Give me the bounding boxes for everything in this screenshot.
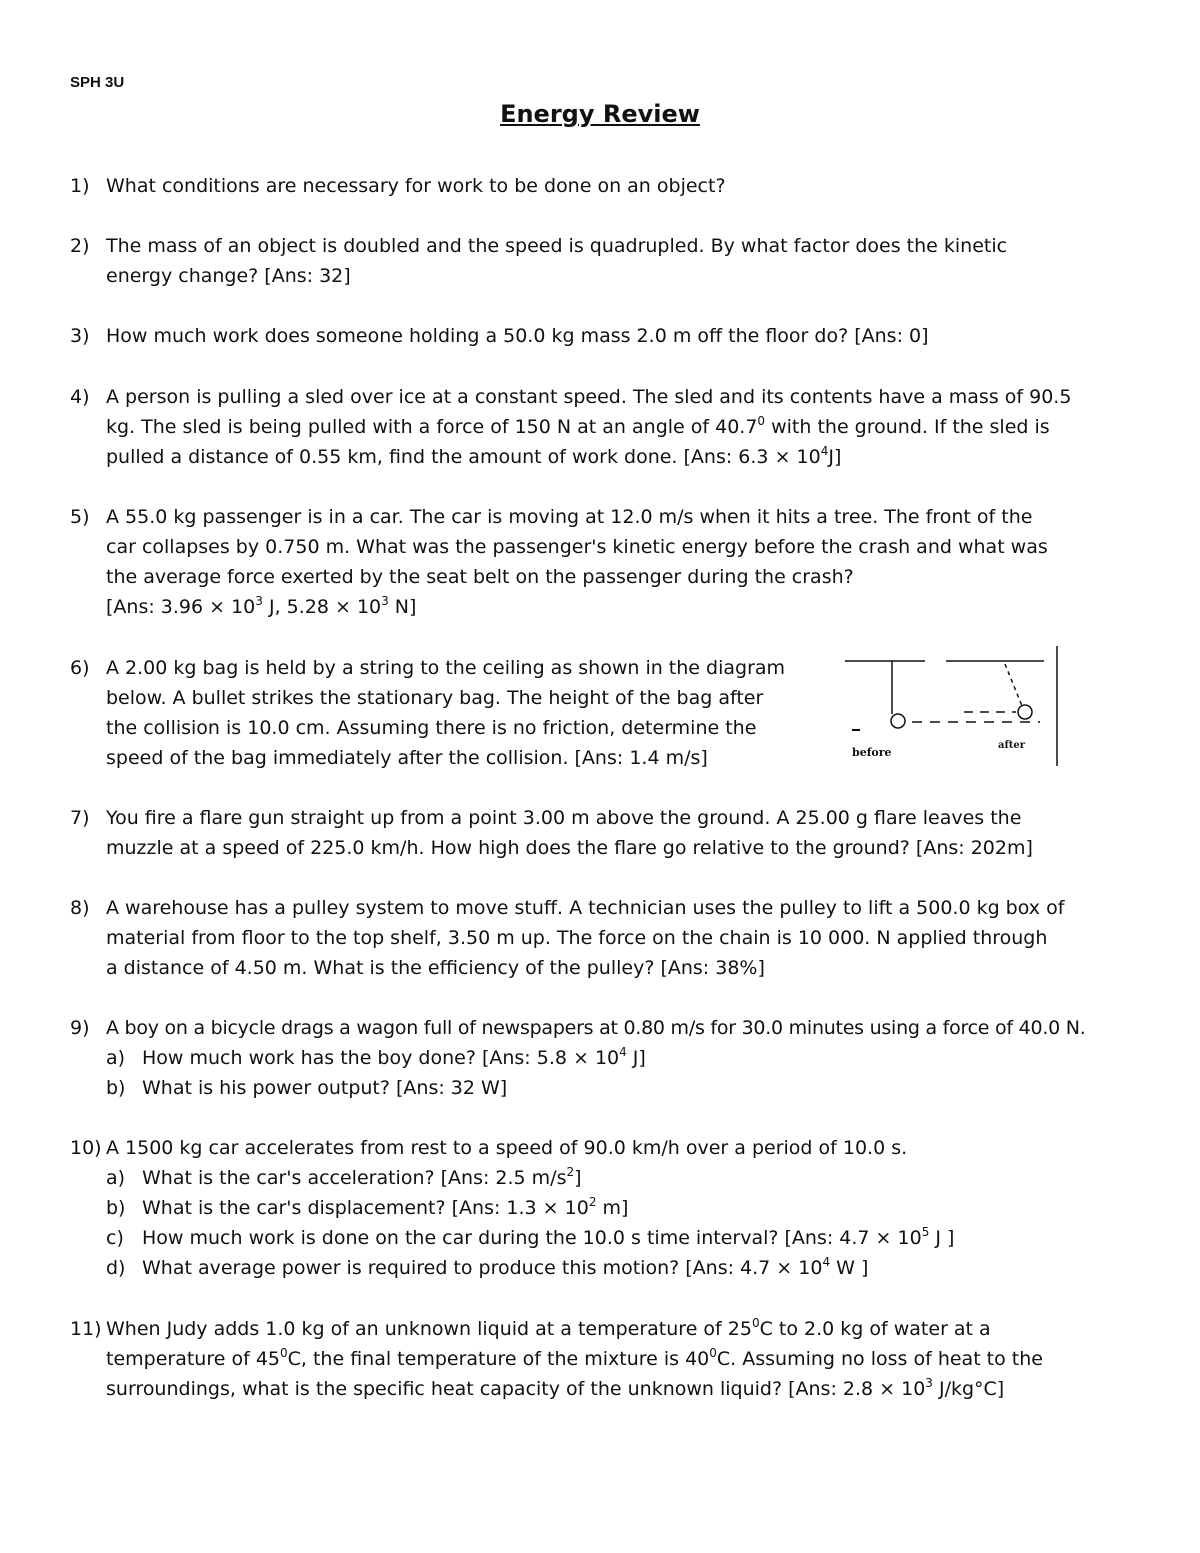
- exponent: 3: [381, 594, 389, 608]
- sub-text: What average power is required to produce this motion? [Ans: 4.7 × 10: [142, 1257, 823, 1279]
- sub-text: W ]: [830, 1257, 869, 1279]
- sub-text: How much work is done on the car during the 10.0 s time interval? [Ans: 4.7 × 10: [142, 1227, 922, 1249]
- question-text: You fire a flare gun straight up from a point 3.00 m above the ground. A 25.00 g flare leaves the: [106, 807, 1022, 829]
- question-text: pulled a distance of 0.55 km, find the amount of work done. [Ans: 6.3 × 10: [106, 446, 821, 468]
- sub-label: a): [106, 1047, 126, 1069]
- question-text: speed of the bag immediately after the collision. [Ans: 1.4 m/s]: [106, 747, 708, 769]
- question-text: A warehouse has a pulley system to move stuff. A technician uses the pulley to lift a 500.0 kg box of: [106, 897, 1065, 919]
- answer-text: N]: [388, 596, 417, 618]
- question-text: A 2.00 kg bag is held by a string to the ceiling as shown in the diagram: [106, 657, 786, 679]
- sub-text: What is the car's acceleration? [Ans: 2.5 m/s: [142, 1167, 567, 1189]
- course-code: SPH 3U: [70, 74, 125, 91]
- question-number: 5): [70, 506, 90, 528]
- question-text: temperature of 45: [106, 1348, 280, 1370]
- question-text: When Judy adds 1.0 kg of an unknown liquid at a temperature of 25: [106, 1318, 752, 1340]
- question-text: J/kg°C]: [932, 1378, 1005, 1400]
- question-text: the collision is 10.0 cm. Assuming there is no friction, determine the: [106, 717, 757, 739]
- sub-text: What is the car's displacement? [Ans: 1.3 × 10: [142, 1197, 589, 1219]
- question-number: 10): [70, 1137, 102, 1159]
- question-text: energy change? [Ans: 32]: [106, 265, 351, 287]
- sub-text: ]: [574, 1167, 582, 1189]
- question-text: A 1500 kg car accelerates from rest to a speed of 90.0 km/h over a period of 10.0 s.: [106, 1137, 908, 1159]
- sub-text: J]: [626, 1047, 646, 1069]
- sub-text: J ]: [929, 1227, 955, 1249]
- question-4: [70, 382, 1160, 472]
- question-number: 3): [70, 325, 90, 347]
- question-number: 9): [70, 1017, 90, 1039]
- question-text: car collapses by 0.750 m. What was the passenger's kinetic energy before the crash and what was: [106, 536, 1048, 558]
- answer-text: J, 5.28 × 10: [262, 596, 382, 618]
- question-text: the average force exerted by the seat belt on the passenger during the crash?: [106, 566, 854, 588]
- sub-text: m]: [596, 1197, 629, 1219]
- question-number: 2): [70, 235, 90, 257]
- question-1: [70, 171, 1160, 201]
- question-8: [70, 893, 1160, 983]
- question-text: C, the final temperature of the mixture is 40: [287, 1348, 710, 1370]
- diagram-label-before: before: [852, 746, 892, 759]
- question-text: The mass of an object is doubled and the speed is quadrupled. By what factor does the kinetic: [106, 235, 1008, 257]
- question-text: below. A bullet strikes the stationary bag. The height of the bag after: [106, 687, 764, 709]
- sub-label: c): [106, 1227, 124, 1249]
- exponent: 2: [588, 1195, 597, 1209]
- exponent: 3: [925, 1376, 933, 1390]
- question-number: 11): [70, 1318, 102, 1340]
- question-text: C to 2.0 kg of water at a: [759, 1318, 991, 1340]
- question-number: 7): [70, 807, 90, 829]
- bag-before: [891, 714, 905, 728]
- question-6: [70, 653, 830, 773]
- exponent: 5: [921, 1225, 930, 1239]
- question-9: [70, 1013, 1170, 1103]
- diagram-label-after: after: [998, 740, 1026, 751]
- degree-superscript: 0: [757, 414, 766, 428]
- question-text: with the ground. If the sled is: [771, 416, 1050, 438]
- question-5: [70, 502, 1160, 622]
- question-3: [70, 321, 1160, 351]
- exponent: 2: [566, 1165, 575, 1179]
- string-after: [1005, 664, 1022, 706]
- question-text: J]: [828, 446, 842, 468]
- question-number: 8): [70, 897, 90, 919]
- question-number: 4): [70, 386, 90, 408]
- degree-superscript: 0: [709, 1346, 717, 1360]
- ballistic-pendulum-diagram: [840, 640, 1070, 770]
- sub-label: d): [106, 1257, 126, 1279]
- sub-text: What is his power output? [Ans: 32 W]: [142, 1077, 508, 1099]
- sub-label: b): [106, 1077, 126, 1099]
- question-2: [70, 231, 1160, 291]
- sub-text: How much work has the boy done? [Ans: 5.8 × 10: [142, 1047, 620, 1069]
- question-text: material from floor to the top shelf, 3.50 m up. The force on the chain is 10 000. N applied through: [106, 927, 1048, 949]
- exponent: 4: [822, 1255, 831, 1269]
- exponent: 4: [619, 1045, 627, 1059]
- question-text: A boy on a bicycle drags a wagon full of newspapers at 0.80 m/s for 30.0 minutes using a force of 40.0 N.: [106, 1017, 1086, 1039]
- degree-superscript: 0: [751, 1316, 760, 1330]
- exponent: 4: [820, 444, 829, 458]
- question-text: A person is pulling a sled over ice at a constant speed. The sled and its contents have a mass of 90.5: [106, 386, 1072, 408]
- answer-text: [Ans: 3.96 × 10: [106, 596, 256, 618]
- question-text: A 55.0 kg passenger is in a car. The car is moving at 12.0 m/s when it hits a tree. The front of the: [106, 506, 1033, 528]
- question-text: a distance of 4.50 m. What is the efficiency of the pulley? [Ans: 38%]: [106, 957, 765, 979]
- degree-superscript: 0: [280, 1346, 288, 1360]
- sub-label: a): [106, 1167, 126, 1189]
- question-text: What conditions are necessary for work to be done on an object?: [106, 175, 726, 197]
- question-text: How much work does someone holding a 50.0 kg mass 2.0 m off the floor do? [Ans: 0]: [106, 325, 929, 347]
- question-text: surroundings, what is the specific heat capacity of the unknown liquid? [Ans: 2.8 × 10: [106, 1378, 926, 1400]
- sub-label: b): [106, 1197, 126, 1219]
- question-10: [70, 1133, 1160, 1283]
- bag-after: [1018, 705, 1032, 719]
- question-number: 1): [70, 175, 90, 197]
- question-text: muzzle at a speed of 225.0 km/h. How high does the flare go relative to the ground? [Ans: 202m]: [106, 837, 1033, 859]
- question-text: C. Assuming no loss of heat to the: [716, 1348, 1043, 1370]
- page-title: Energy Review: [500, 100, 700, 128]
- question-7: [70, 803, 1160, 863]
- question-number: 6): [70, 657, 90, 679]
- exponent: 3: [255, 594, 263, 608]
- question-11: [70, 1314, 1160, 1404]
- question-text: kg. The sled is being pulled with a force of 150 N at an angle of 40.7: [106, 416, 758, 438]
